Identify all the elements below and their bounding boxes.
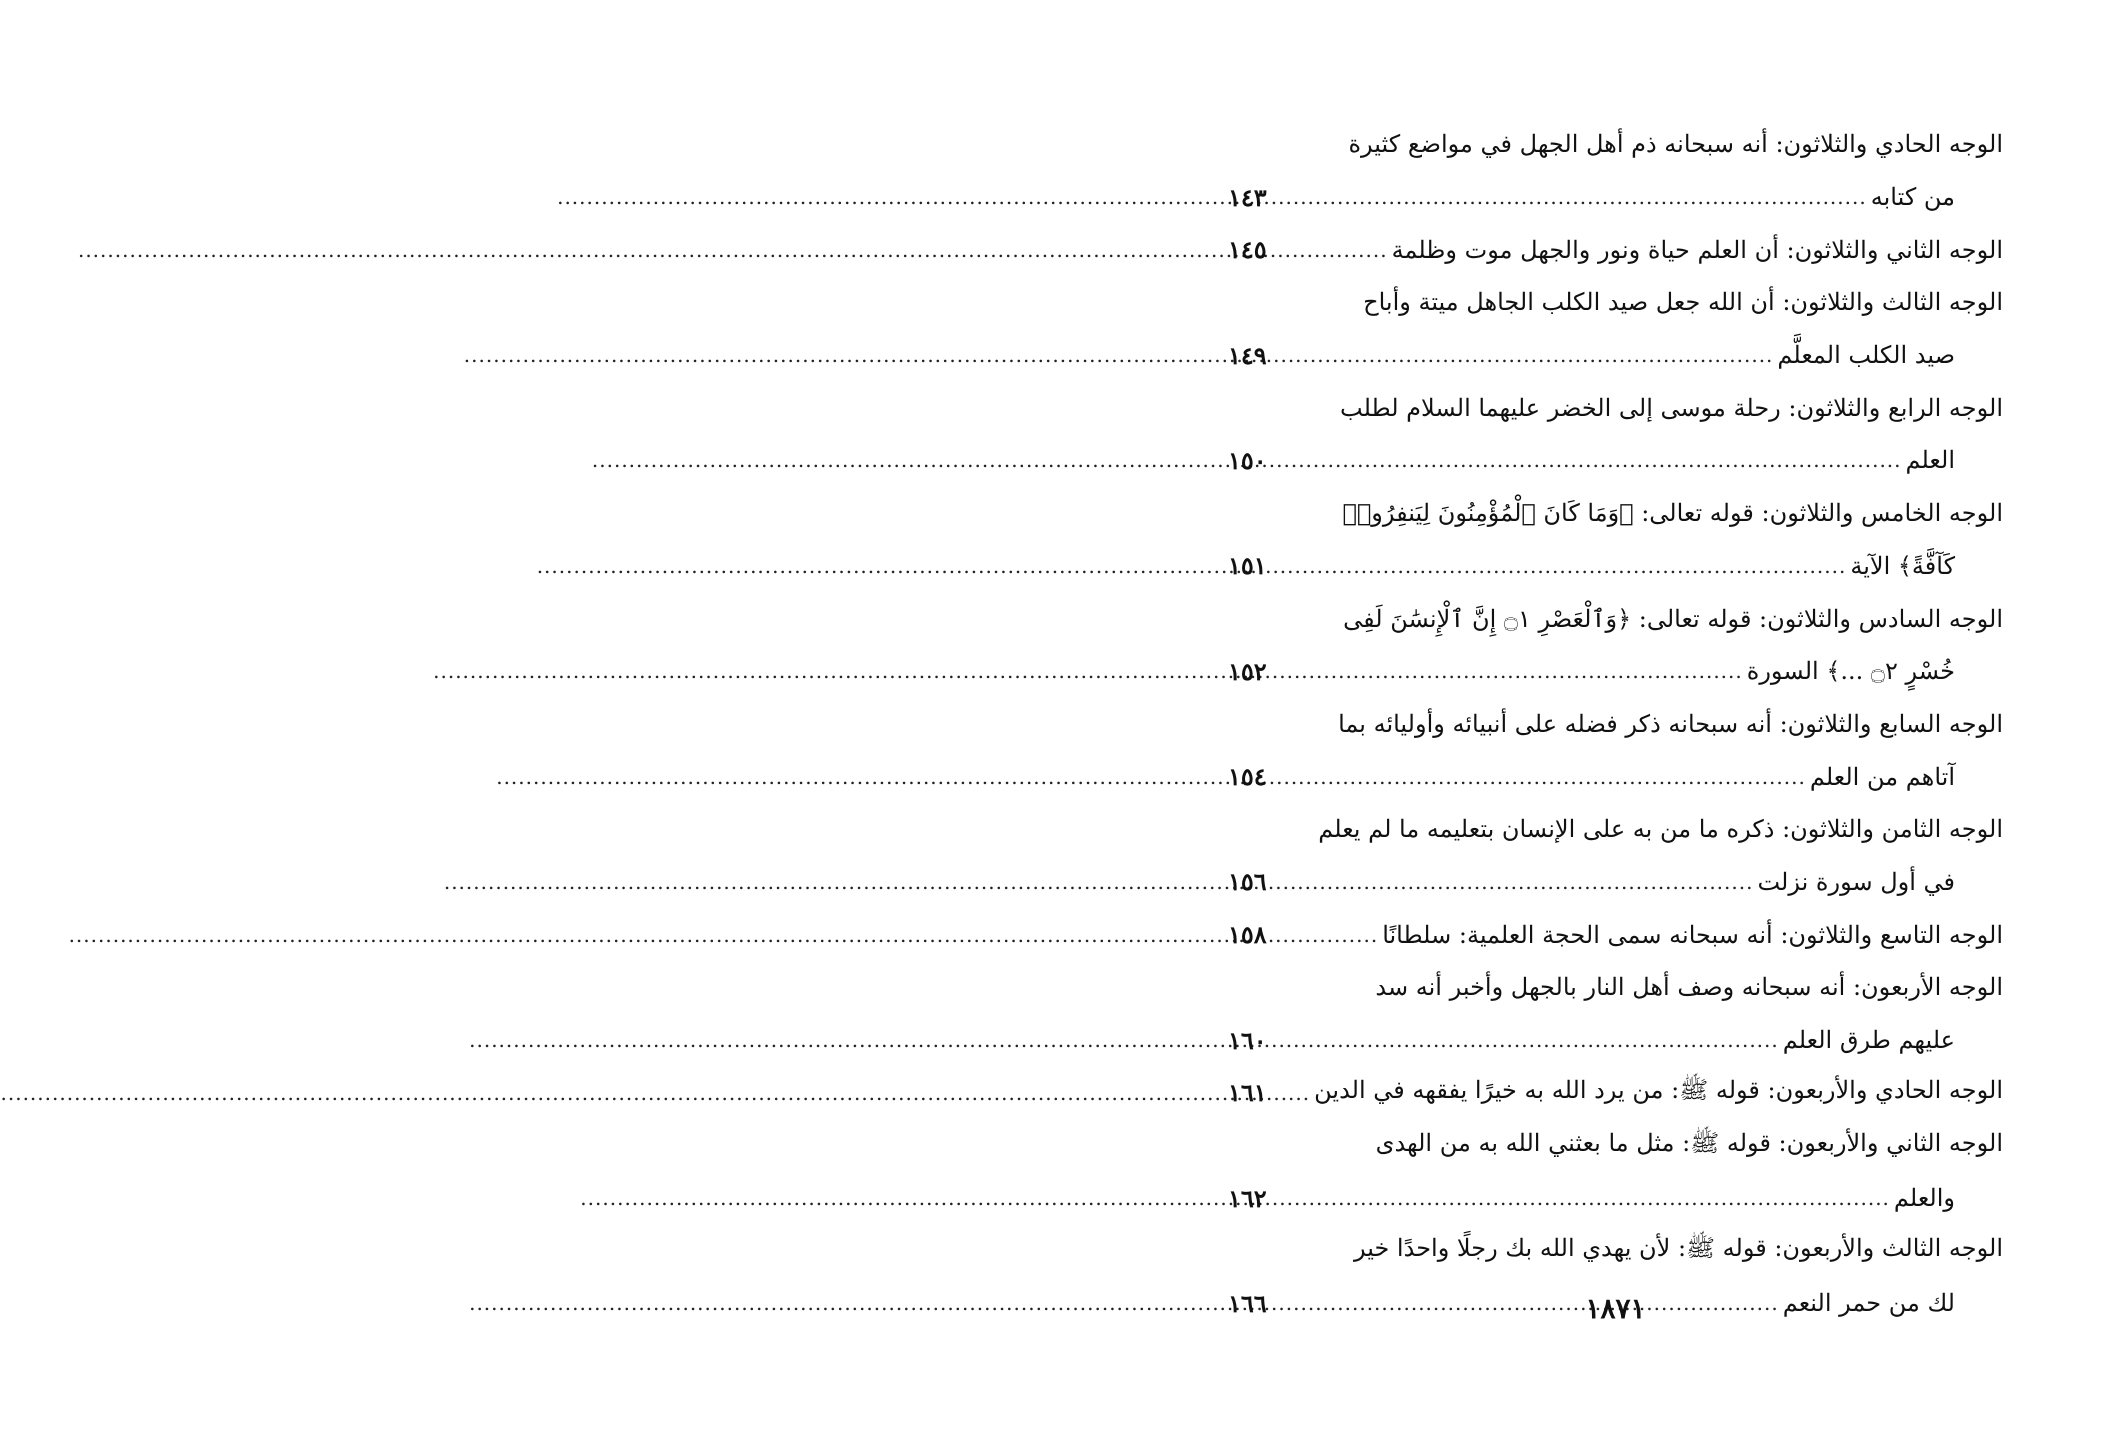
toc-entry-continuation-line: [1228, 750, 2003, 803]
toc-entry: [1228, 487, 2003, 592]
toc-entry-title-line: [1228, 118, 2003, 171]
toc-entry-title-line: [1228, 1066, 2003, 1119]
toc-entry-title-line: [1228, 1119, 2003, 1172]
toc-leader-dots: [1271, 923, 1379, 947]
toc-entry-continuation-line: [1228, 856, 2003, 909]
toc-entry-continuation-line: [1228, 1172, 2003, 1225]
toc-leader-dots: [1271, 1186, 1890, 1210]
toc-entry-text: آتاهم من العلم: [1809, 762, 1955, 791]
toc-page-number: ١٥٦: [1228, 867, 1267, 897]
toc-entry-title-line: [1228, 1224, 2003, 1277]
toc-entry-continuation-line: [1228, 329, 2003, 382]
toc-page-number: ١٥٢: [1228, 656, 1267, 686]
toc-entry-text: الوجه الثالث والثلاثون: أن الله جعل صيد الكلب الجاهل ميتة وأباح: [1363, 288, 2003, 317]
toc-leader-dots: [1271, 185, 1867, 209]
toc-entry-text: الوجه الحادي والثلاثون: أنه سبحانه ذم أهل الجهل في مواضع كثيرة: [1348, 130, 2003, 159]
toc-entry: [1228, 118, 2003, 223]
toc-leader-dots: [1271, 659, 1743, 683]
toc-entry-text: عليهم طرق العلم: [1782, 1026, 1955, 1055]
toc-entry-text: الوجه الحادي والأربعون: قوله ﷺ: من يرد الله به خيرًا يفقهه في الدين: [1314, 1076, 2003, 1105]
toc-page-number: ١٥٤: [1228, 762, 1267, 792]
toc-entry-title-line: [1228, 908, 2003, 961]
toc-page-number: ١٦٠: [1228, 1025, 1267, 1055]
toc-leader-dots: [1271, 765, 1806, 789]
toc-page-number: ١٤٩: [1228, 340, 1267, 370]
page-number: ١٨٧١: [1585, 1292, 1646, 1325]
toc-entry-title-line: [1228, 698, 2003, 751]
toc-entry-text: الوجه الثاني والأربعون: قوله ﷺ: مثل ما بعثني الله به من الهدى: [1375, 1128, 2003, 1157]
toc-entry: [1228, 1119, 2003, 1224]
toc-entry-text: صيد الكلب المعلَّم: [1777, 341, 1955, 370]
toc-page-number: ١٥١: [1228, 551, 1267, 581]
toc-entry-text: في أول سورة نزلت: [1757, 867, 1955, 896]
toc-leader-dots: [1271, 554, 1847, 578]
toc-entry-text: العلم: [1905, 446, 1955, 475]
toc-entry: [1228, 961, 2003, 1066]
toc-entry: [1228, 223, 2003, 276]
toc-page-number: ١٦١: [1228, 1078, 1267, 1108]
toc-page-number: ١٤٣: [1228, 182, 1267, 212]
toc-entry-title-line: [1228, 961, 2003, 1014]
toc-entry-title-line: [1228, 276, 2003, 329]
toc-entry-title-line: [1228, 223, 2003, 276]
toc-entry-continuation-line: [1228, 540, 2003, 593]
toc-entry-text: الوجه التاسع والثلاثون: أنه سبحانه سمى الحجة العلمية: سلطانًا: [1382, 920, 2003, 949]
toc-leader-dots: [1271, 1028, 1779, 1052]
toc-entry-text: الوجه الخامس والثلاثون: قوله تعالى: ﴿وَمَا كَانَ ٱلْمُؤْمِنُونَ لِيَنفِرُوا۟: [1342, 499, 2003, 528]
toc-entry-text: الوجه الثاني والثلاثون: أن العلم حياة ونور والجهل موت وظلمة: [1391, 235, 2003, 264]
document-page: [1123, 0, 2108, 1455]
toc-entry-continuation-line: [1228, 1014, 2003, 1067]
toc-entry-text: لك من حمر النعم: [1782, 1289, 1955, 1318]
toc-entry-text: الوجه السادس والثلاثون: قوله تعالى: ﴿وَٱلْعَصْرِ ۝١ إِنَّ ٱلْإِنسَٰنَ لَفِى: [1343, 604, 2003, 633]
toc-entry-text: الوجه السابع والثلاثون: أنه سبحانه ذكر فضله على أنبيائه وأوليائه بما: [1338, 709, 2003, 738]
toc-entry-text: من كتابه: [1870, 183, 1955, 212]
toc-entry-text: كَآفَّةً﴾ الآية: [1850, 551, 1955, 580]
toc-entry-text: خُسْرٍ ۝٢ ...﴾ السورة: [1746, 657, 1955, 686]
toc-entry-title-line: [1228, 381, 2003, 434]
toc-entry: [1228, 592, 2003, 697]
toc-page-number: ١٤٥: [1228, 235, 1267, 265]
toc-page-number: ١٥٨: [1228, 920, 1267, 950]
toc-entry-text: والعلم: [1893, 1184, 1955, 1213]
toc-leader-dots: [1271, 870, 1754, 894]
toc-page-number: ١٥٠: [1228, 445, 1267, 475]
toc-entry-continuation-line: [1228, 434, 2003, 487]
toc-entry-continuation-line: [1228, 645, 2003, 698]
toc-entry: [1228, 698, 2003, 803]
toc-page-number: ١٦٢: [1228, 1183, 1267, 1213]
toc-entry-continuation-line: [1228, 171, 2003, 224]
toc-entry-text: الوجه الرابع والثلاثون: رحلة موسى إلى الخضر عليهما السلام لطلب: [1340, 393, 2003, 422]
toc-entry-text: الوجه الثامن والثلاثون: ذكره ما من به على الإنسان بتعليمه ما لم يعلم: [1318, 815, 2003, 844]
toc-entry: [1228, 1066, 2003, 1119]
toc-entry-text: الوجه الأربعون: أنه سبحانه وصف أهل النار بالجهل وأخبر أنه سد: [1375, 973, 2003, 1002]
toc-entry-text: الوجه الثالث والأربعون: قوله ﷺ: لأن يهدي الله بك رجلًا واحدًا خير: [1353, 1234, 2003, 1263]
toc-page-number: ١٦٦: [1228, 1288, 1267, 1318]
toc-leader-dots: [1271, 238, 1388, 262]
toc-leader-dots: [1271, 448, 1902, 472]
toc-entry: [1228, 276, 2003, 381]
toc-entry: [1228, 803, 2003, 908]
toc-entry: [1228, 908, 2003, 961]
toc-entry: [1228, 381, 2003, 486]
toc-leader-dots: [1271, 1081, 1310, 1105]
table-of-contents: [1228, 118, 2003, 1330]
toc-entry-title-line: [1228, 487, 2003, 540]
toc-entry-title-line: [1228, 803, 2003, 856]
toc-leader-dots: [1271, 343, 1774, 367]
toc-entry-title-line: [1228, 592, 2003, 645]
